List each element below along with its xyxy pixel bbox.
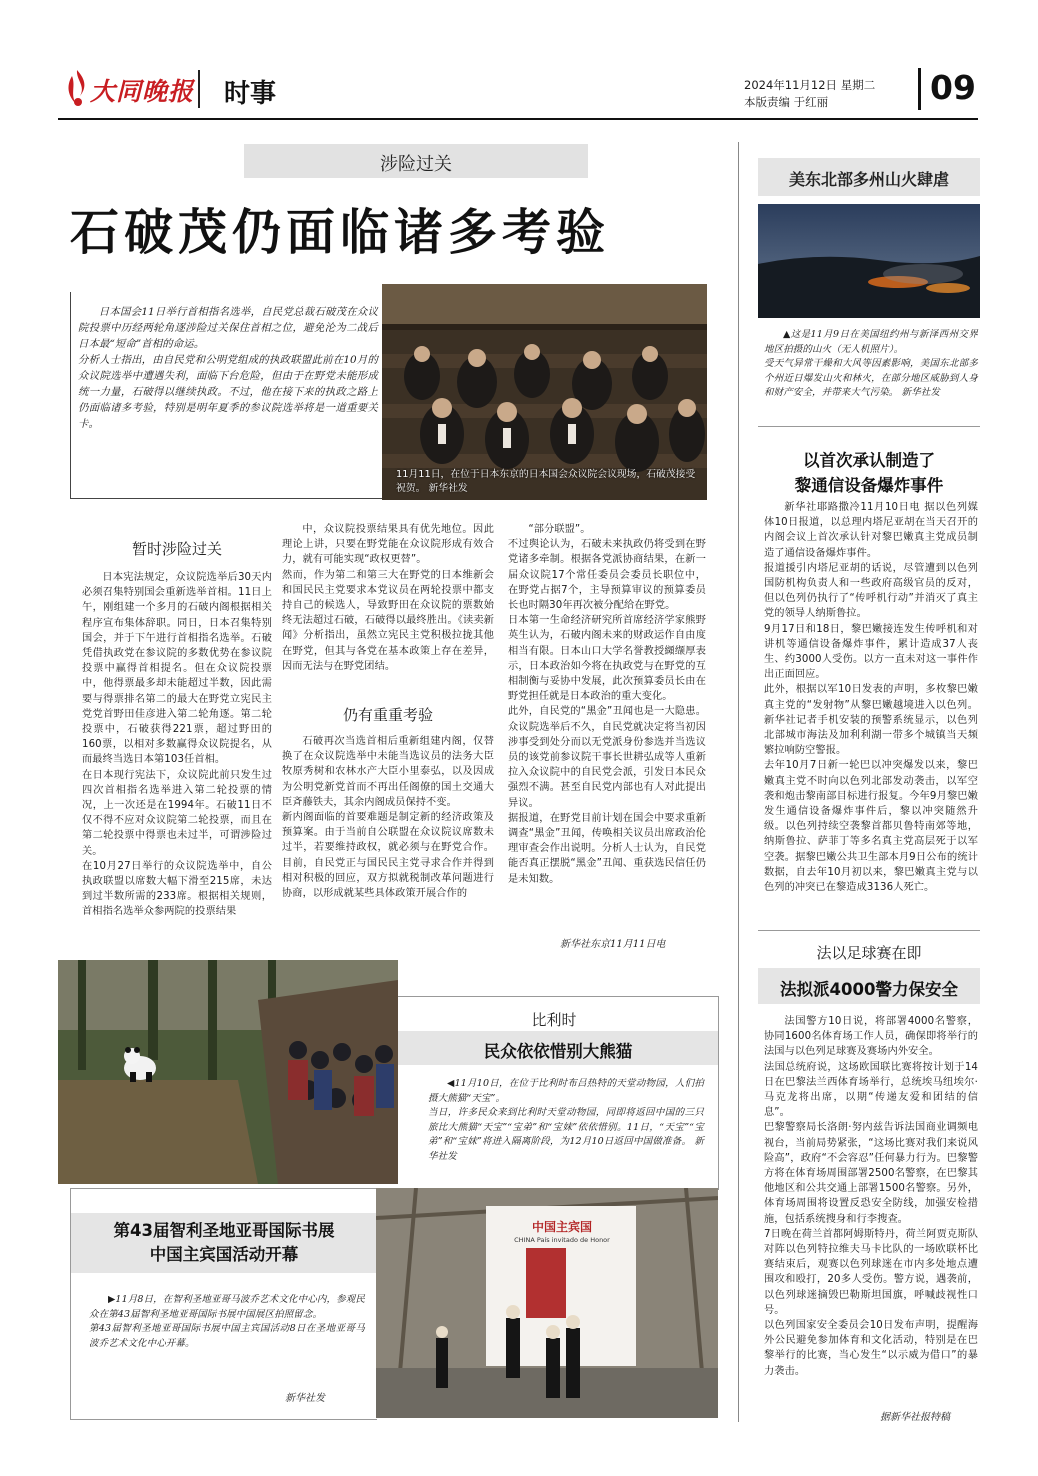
- bookfair-sign-subtitle: CHINA País invitado de Honor: [514, 1236, 610, 1244]
- panda-caption: ◀11月10日，在位于比利时布吕热特的天堂动物园，人们拍摄大熊猫“天宝”。 当日，许多民众来到比利时天堂动物园，同即将返回中国的三只旅比大熊猫“天宝”“宝弟”和“宝妹”依依惜别。11日，“天宝”“宝弟”和“宝妹”将进入隔离阶段，为12月10日返回中国做准备。 新华社发: [428, 1078, 704, 1162]
- main-column-2b: 石破再次当选首相后重新组建内阁，仅替换了在众议院选举中未能当选议员的法务大臣牧原秀树和农林水产大臣小里泰弘，以及因成为公明党新党首而不再出任阁僚的国土交通大臣斉藤铁夫，其余内阁成员保持不变。 新内阁面临的首要难题是制定新的经济政策及预算案。由于当前自公联盟在众议院议席数未过半，若要维持政权，就必须与在野党合作。目前，自民党正与国民民主党寻求合作并得到相对积极的回应，双方拟就税制改革问题进行协商，以形成就某些具体政策开展合作的: [282, 736, 494, 900]
- torch-logo-icon: [62, 66, 92, 110]
- main-column-2a: 中，众议院投票结果具有优先地位。因此理论上讲，只要在野党能在众议院形成有效合力，就有可能实现“政权更替”。 然而，作为第二和第三大在野党的日本维新会和国民民主党要求本党议员在两轮投票中都支持自己的候选人，导致野田在众议院的票数始终无法超过石破，石破得以最终胜出。《读卖新闻》分析指出，虽然立宪民主党积极拉拢其他在野党，但其与各党在基本政策上存在差异，因而无法与在野党团结。: [282, 524, 494, 672]
- panda-zoo-illustration: [58, 960, 398, 1184]
- bookfair-title-box: [71, 1213, 377, 1273]
- football-byline: 据新华社报特稿: [880, 1412, 950, 1423]
- football-kicker: 法以足球赛在即: [816, 944, 922, 962]
- page-editor: 本版责编 于红丽: [744, 95, 829, 109]
- panda-panel: [398, 996, 719, 1190]
- lead-box-border: [70, 292, 383, 499]
- diet-photo: [382, 284, 707, 500]
- bookfair-photo: [376, 1188, 718, 1418]
- issue-date: 2024年11月12日 星期二: [744, 78, 876, 92]
- logo-text: 大同晚报: [90, 77, 195, 106]
- fire-divider: [758, 426, 980, 427]
- panda-kicker: 比利时: [531, 1011, 577, 1029]
- masthead-divider: [198, 70, 200, 108]
- football-title: 法拟派4000警力保安全: [780, 980, 958, 999]
- main-kicker: 涉险过关: [380, 154, 452, 175]
- diet-photo-caption: 11月11日，在位于日本东京的日本国会众议院会议现场，石破茂接受祝贺。 新华社发: [396, 469, 696, 494]
- pager-title: 以首次承认制造了 黎通信设备爆炸事件: [794, 451, 944, 495]
- main-headline: 石破茂仍面临诸多考验: [70, 204, 611, 261]
- fire-photo: [758, 204, 980, 318]
- panda-title: 民众依依惜别大熊猫: [483, 1042, 633, 1061]
- bookfair-title: 第43届智利圣地亚哥国际书展 中国主宾国活动开幕: [113, 1221, 335, 1264]
- fire-title: 美东北部多州山火肆虐: [788, 170, 949, 189]
- pager-body: 新华社耶路撒冷11月10日电 据以色列媒体10日报道，以总理内塔尼亚胡在当天召开的内阁会议上首次承认针对黎巴嫩真主党成员制造了通信设备爆炸事件。 报道援引内塔尼亚胡的话说，尽管遭到以色列国防机构负责人和一些政府高级官员的反对，但以色列仍执行了“传呼机行动”并消灭了真主党的领导人纳斯鲁拉。 9月17日和18日，黎巴嫩接连发生传呼机和对讲机等通信设备爆炸事件，累计造成37人丧生、约3000人受伤。以方一直未对这一事件作出正面回应。 此外，根据以军10日发表的声明，多枚黎巴嫩真主党的“发射物”从黎巴嫩越境进入以色列。新华社记者手机安装的预警系统显示，以色列北部城市海法及加利利湖一带多个城镇当天频繁拉响防空警报。 去年10月7日新一轮巴以冲突爆发以来，黎巴嫩真主党不时向以色列北部发动袭击，以军空袭和炮击黎南部目标进行报复。今年9月黎巴嫩发生通信设备爆炸事件后，黎以冲突随然升级。以色列持续空袭黎首都贝鲁特南郊等地，纳斯鲁拉、萨菲丁等多名真主党高层死于以军空袭。据黎巴嫩公共卫生部本月9日公布的统计数据，自去年10月初以来，黎巴嫩真主党与以色列的冲突已在黎造成3136人死亡。: [764, 502, 978, 894]
- subhead-many-tests: 仍有重重考验: [342, 706, 433, 724]
- page-number-divider: [918, 68, 921, 110]
- main-column-1: 日本宪法规定，众议院选举后30天内必须召集特别国会重新选举首相。11日上午，刚组建一个多月的石破内阁根据相关程序宣布集体辞职。同日，日本召集特别国会，并于下午进行首相指名选举。石破凭借执政党在参议院的多数优势在参议院投票中赢得首相提名。但在众议院投票中，他得票最多却未能超过半数，因此需要与得票排名第二的最大在野党立宪民主党党首野田佳彦进入第二轮角逐。第二轮投票中，石破获得221票，超过野田的160票，以相对多数赢得众议院提名，从而最终当选日本第103任首相。 在日本现行宪法下，众议院此前只发生过四次首相指名选举进入第二轮投票的情况，上一次还是在1994年。石破11日不仅不得不应对众议院第二轮投票，而且在第二轮投票中得票也未过半，可谓涉险过关。 在10月27日举行的众议院选举中，自公执政联盟以席数大幅下滑至215席，未达到过半数所需的233席。根据相关规则，首相指名选举众参两院的投票结果: [82, 572, 272, 918]
- newspaper-logo: [62, 66, 194, 110]
- main-column-3: “部分联盟”。 不过舆论认为，石破未来执政仍将受到在野党诸多牵制。根据各党派协商结果，在新一届众议院17个常任委员会委员长职位中，在野党占据7个，主导预算审议的预算委员长也时隔30年再次被分配给在野党。 日本第一生命经济研究所首席经济学家熊野英生认为，石破内阁未来的财政运作自由度相当有限。日本山口大学名誉教授纐缬厚表示，日本政治如今将在执政党与在野党的互相制衡与妥协中发展，此次预算委员长由在野党担任就是日本政治的重大变化。 此外，自民党的“黑金”丑闻也是一大隐患。众议院选举后不久，自民党就决定将当初因涉事受到处分而以无党派身份参选并当选议员的该党前参议院干事长世耕弘成等人重新拉入众议院中的自民党会派，引发日本民众强烈不满。甚至自民党内部也有人对此提出异议。 据报道，在野党目前计划在国会中要求重新调查“黑金”丑闻，传唤相关议员出席政治伦理审查会作出说明。分析人士认为，自民党能否真正摆脱“黑金”丑闻、重获选民信任仍是未知数。: [508, 524, 706, 885]
- subhead-temporary-pass: 暂时涉险过关: [131, 540, 222, 558]
- bookfair-panel: [70, 1188, 377, 1420]
- wildfire-illustration: [758, 204, 980, 318]
- page-number: 09: [930, 68, 976, 107]
- panda-title-box: [398, 1031, 718, 1065]
- section-title: 时事: [224, 79, 277, 109]
- column-rule-right: [738, 142, 739, 1422]
- fire-caption: ▲这是11月9日在美国纽约州与新泽西州交界地区拍摄的山火（无人机照片）。 受天气异常干燥和大风等因素影响，美国东北部多个州近日爆发山火和林火，在部分地区威胁到人身和财产安全，并带来大气污染。 新华社发: [764, 329, 978, 398]
- panda-photo: [58, 960, 398, 1184]
- football-title-box: [758, 968, 980, 1004]
- main-byline: 新华社东京11月11日电: [560, 939, 666, 950]
- bookfair-credit: 新华社发: [285, 1393, 325, 1404]
- football-body: 法国警方10日说，将部署4000名警察，协同1600名体育场工作人员，确保即将举行的法国与以色列足球赛及赛场内外安全。 法国总统府说，这场欧国联比赛将按计划于14日在巴黎法兰西体育场举行，总统埃马纽埃尔·马克龙将出席，以期“传递友爱和团结的信息”。 巴黎警察局长洛朗·努内兹告诉法国商业调频电视台，当前局势紧张，“这场比赛对我们来说风险高”，政府“不会容忍”任何暴力行为。巴黎警方将在体育场周围部署2500名警察，在巴黎其他地区和公共交通上部署1500名警察。另外，体育场周围将设置反恐安全防线，加强安检措施，包括系统搜身和行李搜查。 7日晚在荷兰首都阿姆斯特丹，荷兰阿贾克斯队对阵以色列特拉维夫马卡比队的一场欧联杯比赛结束后，观赛以色列球迷在市内多处地点遭围攻和殴打，20多人受伤。警方说，遇袭前，以色列球迷摘毁巴勒斯坦国旗，呼喊歧视性口号。 以色列国家安全委员会10日发布声明，提醒海外公民避免参加体育和文化活动，特别是在巴黎举行的比赛，当心发生“以示威为借口”的暴力袭击。: [764, 1016, 978, 1377]
- fire-title-box: [758, 158, 980, 196]
- kicker-box: [244, 144, 588, 178]
- masthead: [58, 62, 978, 118]
- bookfair-caption: ▶11月8日，在智利圣地亚哥马波乔艺术文化中心内，参观民众在第43届智利圣地亚哥国际书展中国展区拍照留念。 第43届智利圣地亚哥国际书展中国主宾国活动8日在圣地亚哥马波乔艺术文化中心开幕。: [89, 1294, 365, 1349]
- pager-divider: [758, 930, 980, 931]
- lead-paragraph: 日本国会11日举行首相指名选举，自民党总裁石破茂在众议院投票中历经两轮角逐涉险过关保住首相之位，避免沦为二战后日本最“短命”首相的命运。 分析人士指出，由自民党和公明党组成的执政联盟此前在10月的众议院选举中遭遇失利，面临下台危险，但由于在野党未能形成统一力量，石破得以继续执政。不过，他在接下来的执政之路上仍面临诸多考验，特别是明年夏季的参议院选举将是一道重要关卡。: [78, 306, 378, 430]
- masthead-rule: [58, 118, 978, 120]
- bookfair-sign-title: 中国主宾国: [531, 1220, 592, 1234]
